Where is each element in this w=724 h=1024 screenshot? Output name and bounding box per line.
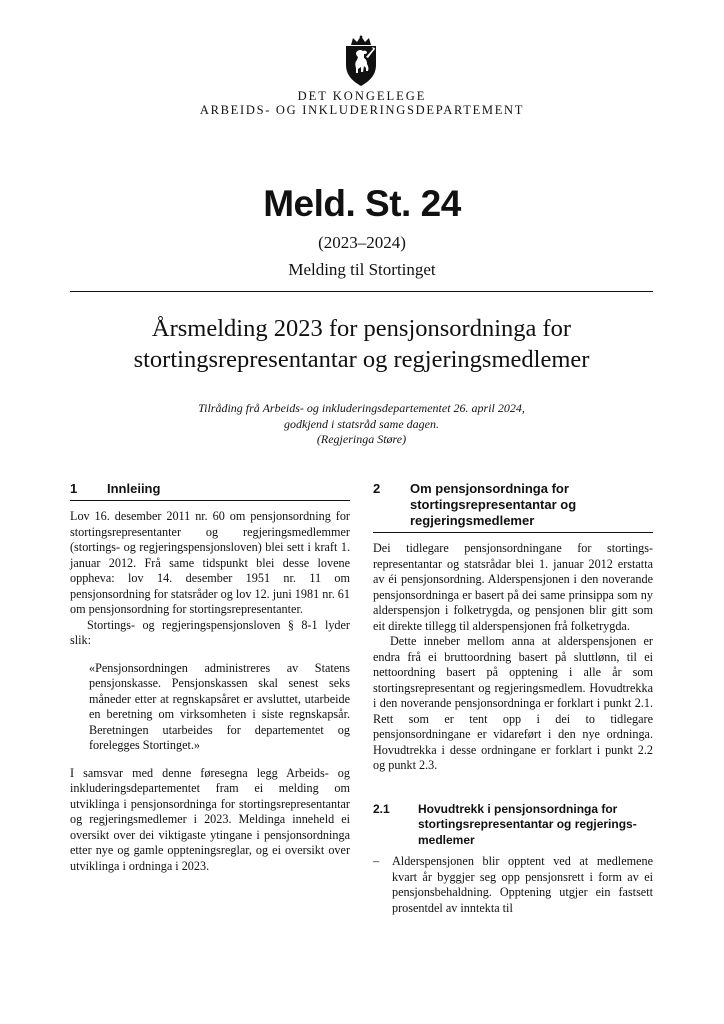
session-years: (2023–2024) xyxy=(318,233,406,252)
subsection-2-1-heading xyxy=(373,802,653,849)
approval-line3: (Regjeringa Støre) xyxy=(316,432,407,446)
bullet-dash: – xyxy=(373,854,380,868)
department-name-line1: DET KONGELEGE xyxy=(297,89,427,103)
document-title-line1: Årsmelding 2023 for pensjonsordninga for xyxy=(151,315,572,342)
department-name-line2: ARBEIDS- OG INKLUDERINGSDEPARTEMENT xyxy=(199,103,525,117)
left-column xyxy=(70,481,350,874)
section-2-heading xyxy=(373,481,653,533)
approval-line1: Tilråding frå Arbeids- og inkluderingsdepartementet 26. april 2024, xyxy=(198,401,525,415)
bullet-1-text: Alderspensjonen blir opptent ved at medlemene kvart år byggjer seg opp pensjonsrett i form av ei pensjonsbehaldning. Opptening utgjer ein fastsett prosentdel av inntekta til xyxy=(392,854,653,915)
approval-note xyxy=(70,401,653,448)
section-1-heading xyxy=(70,481,350,501)
document-type: Melding til Stortinget xyxy=(288,260,436,279)
section-2-paragraph-1: Dei tidlegare pensjonsordningane for stortingsrepresentantar og statsrådar blei 1. januar 2012 erstatta av éi pensjonsordning. Alderspensjonen i den noverande pensjonsordninga er basert på dei same prinsippa som ny alderspensjon i folketrygda, og pensjonen blir gitt som eit direkte tillegg til alderspensjonen frå folketrygda. xyxy=(373,541,653,633)
section-1-paragraph-1: Lov 16. desember 2011 nr. 60 om pensjonsordning for stortingsrepresentanter og regjeringsmedlemmer (stortings- og regjeringspensjonsloven) blei sett i kraft 1. januar 2012. Frå same tidspunkt blei desse lovene oppheva: lov 14. desember 1951 nr. 11 om pensjonsordning for statsråder og lov 12. juni 1981 nr. 61 om pensjonsordning for stortingsrepresentanter. xyxy=(70,509,350,616)
section-2-paragraph-2: Dette inneber mellom anna at alderspensjonen er endra frå ei bruttoordning basert på sluttlønn, til ei nettoordning basert på opptening i alle år som stortingsrepresentant og regjeringsmedlem. Hovudtrekka i den noverande pensjonsordninga er forklart i punkt 2.1. Rett som er tent opp i dei to tidlegare pensjonsordningane er vidareført i den nye ordninga. Hovudtrekka i desse ordningane er forklart i punkt 2.2 og punkt 2.3. xyxy=(373,634,653,772)
report-number: Meld. St. 24 xyxy=(263,183,461,224)
title-divider xyxy=(70,291,653,292)
approval-line2: godkjend i statsråd same dagen. xyxy=(284,416,439,431)
law-quote: «Pensjonsordningen administreres av Statens pensjonskasse. Pensjonskassen skal senest seks måneder etter at regnskapsåret er avsluttet, utarbeide en beretning om virksomheten i siste regnskapsår. Beretningen utarbeides for departementet og forelegges Stortinget.» xyxy=(89,660,350,752)
section-1-paragraph-2: Stortings- og regjeringspensjonsloven § 8-1 lyder slik: xyxy=(70,617,350,647)
list-item xyxy=(373,854,653,916)
section-1-number: 1 xyxy=(70,481,78,496)
document-title xyxy=(70,313,653,375)
norwegian-coat-of-arms-icon xyxy=(337,35,385,87)
section-2-number: 2 xyxy=(373,481,381,496)
subsection-2-1-number: 2.1 xyxy=(373,801,390,816)
right-column xyxy=(373,481,653,916)
subsection-2-1-title: Hovudtrekk i pensjonsordninga for stortingsrepresentantar og regjeringsmedlemer xyxy=(418,801,637,847)
section-2-title: Om pensjonsordninga for stortingsrepresentantar og regjeringsmedlemer xyxy=(410,481,577,528)
section-1-paragraph-3: I samsvar med denne føresegna legg Arbeids- og inkluderingsdepartementet fram ei melding om utviklinga i pensjonsordninga for stortingsrepresentantar og regjeringsmedlemer i 2023. Meldinga inneheld ei oversikt over dei viktigaste ytingane i pensjonsordninga etter nye og gamle oppteningsreglar, og ei oversikt over utviklinga i ordninga i 2023. xyxy=(70,765,350,873)
section-1-title: Innleiing xyxy=(107,481,161,496)
document-title-line2: stortingsrepresentantar og regjeringsmedlemer xyxy=(133,346,590,373)
